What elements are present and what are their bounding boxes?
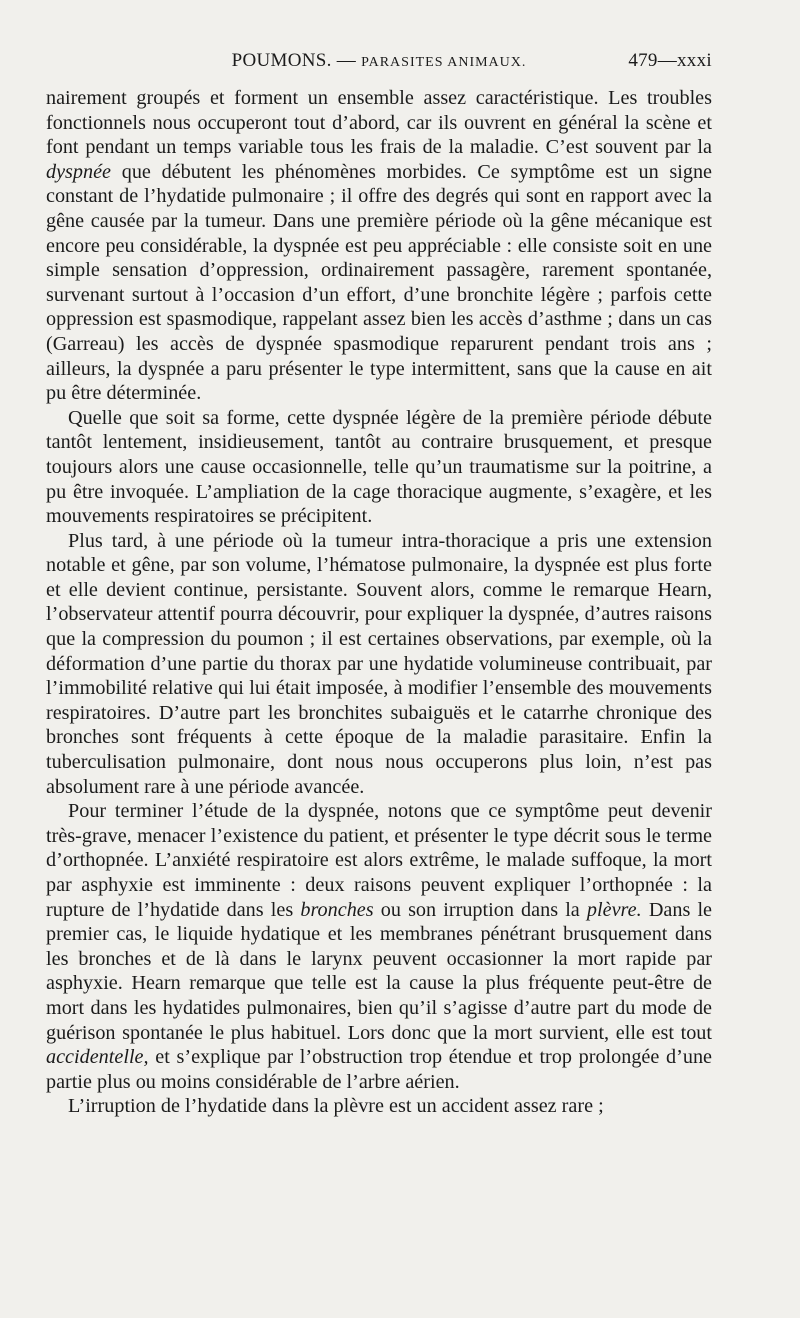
- paragraph: [46, 1094, 712, 1119]
- paragraph: [46, 529, 712, 800]
- italic-term: dyspnée: [46, 160, 112, 183]
- paragraph: [46, 406, 712, 529]
- page-header: [46, 50, 712, 80]
- running-title: [46, 50, 712, 72]
- text-run: Dans le premier cas, le liquide hydatique et les membranes pénétrant brusquement dans les bronches et de là dans le larynx peuvent occasionner la mort rapide par asphyxie. Hearn remarque que telle est la cause la plus fréquente peut-être de mort dans les hydatides pulmonaires, bien qu’il s’agisse d’autre part du mode de guérison spontanée le plus habituel. Lors donc que la mort survient, elle est tout: [46, 898, 713, 1044]
- text-run: L’irruption de l’hydatide dans la plèvre est un accident assez rare ;: [68, 1095, 604, 1118]
- text-run: et s’explique par l’obstruction trop étendue et trop prolongée d’une partie plus ou moins considérable de l’arbre aérien.: [46, 1046, 712, 1093]
- text-run: que débutent les phénomènes morbides. Ce symptôme est un signe constant de l’hydatide pulmonaire ; il offre des degrés qui sont en rapport avec la gêne causée par la tumeur. Dans une première période où la gêne mécanique est encore peu considérable, la dyspnée est peu appréciable : elle consiste soit en une simple sensation d’oppression, ordinairement passagère, rarement spontanée, survenant surtout à l’occasion d’un effort, d’une bronchite légère ; parfois cette oppression est spasmodique, rappelant assez bien les accès d’asthme ; dans un cas (Garreau) les accès de dyspnée spasmodique reparurent pendant trois ans ; ailleurs, la dyspnée a paru présenter le type intermittent, sans que la cause en ait pu être déterminée.: [46, 160, 712, 405]
- text-run: Plus tard, à une période où la tumeur intra-thoracique a pris une extension notable et gêne, par son volume, l’hématose pulmonaire, la dyspnée est plus forte et elle devient continue, persistante. Souvent alors, comme le remarque Hearn, l’observateur attentif pourra découvrir, pour expliquer la dyspnée, d’autres raisons que la compression du poumon ; il est certaines observations, par exemple, où la déformation d’une partie du thorax par une hydatide volumineuse contribuait, par l’immobilité relative qui lui était imposée, à modifier l’ensemble des mouvements respiratoires. D’autre part les bronchites subaiguës et le catarrhe chronique des bronches sont fréquents à cette époque de la maladie parasitaire. Enfin la tuberculisation pulmonaire, dont nous nous occuperons plus loin, n’est pas absolument rare à une période avancée.: [46, 529, 712, 798]
- italic-term: plèvre.: [586, 898, 642, 921]
- running-title-dash: —: [336, 50, 357, 71]
- paragraph: [46, 799, 712, 1094]
- page-number: 479—xxxi: [628, 50, 712, 71]
- italic-term: accidentelle,: [46, 1046, 149, 1069]
- running-title-sub: PARASITES ANIMAUX.: [361, 55, 527, 70]
- text-run: Pour terminer l’étude de la dyspnée, notons que ce symptôme peut devenir très-grave, menacer l’existence du patient, et présenter le type décrit sous le terme d’orthopnée. L’anxiété respiratoire est alors extrême, le malade suffoque, la mort par asphyxie est imminente : deux raisons peuvent expliquer l’orthopnée : la rupture de l’hydatide dans les: [46, 800, 712, 921]
- text-run: nairement groupés et forment un ensemble assez caractéristique. Les troubles fonctionnels nous occuperont tout d’abord, car ils ouvrent en général la scène et font pendant un temps variable tous les frais de la maladie. C’est souvent par la: [46, 87, 712, 159]
- text-run: ou son irruption dans la: [373, 898, 587, 921]
- running-title-main: POUMONS.: [231, 50, 332, 71]
- italic-term: bronches: [300, 898, 374, 921]
- text-run: Quelle que soit sa forme, cette dyspnée légère de la première période débute tantôt lentement, insidieusement, tantôt au contraire brusquement, et presque toujours alors une cause occasionnelle, telle qu’un traumatisme sur la poitrine, a pu être invoquée. L’ampliation de la cage thoracique augmente, s’exagère, et les mouvements respiratoires se précipitent.: [46, 406, 712, 528]
- paragraph: [46, 86, 712, 406]
- body-text: [46, 86, 712, 1119]
